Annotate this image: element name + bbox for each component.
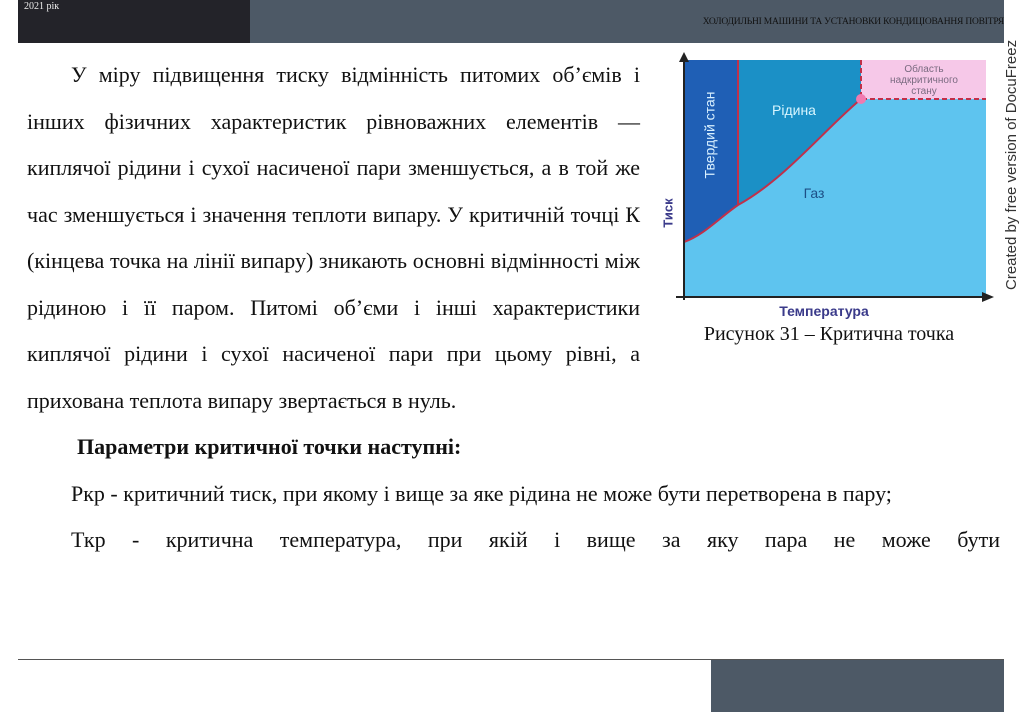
phase-diagram xyxy=(654,50,1004,320)
paragraph-3: Ткр - критична температура, при якій і вище за яку пара не може бути xyxy=(71,527,1000,552)
supercritical-label-3: стану xyxy=(911,86,937,97)
page-content xyxy=(27,52,1000,564)
gas-label: Газ xyxy=(803,185,825,201)
paragraph-1: У міру підвищення тиску відмінність питомих об’ємів і інших фізичних характеристик рівноважних елементів — киплячої рідини і сухої насиченої пари зменшується, а в той же час зменшується і значення теплоти випару. У критичній точці К (кінцева точка на лінії випару) зникають основні відмінності між рідиною і її паром. Питомі об’єми і інші характеристики киплячої рідини і сухої насиченої пари при цьому рівні, а прихована теплота випару звертається в нуль. xyxy=(27,62,640,413)
y-axis-label: Тиск xyxy=(660,198,676,228)
figure-caption: Рисунок 31 – Критична точка xyxy=(703,323,955,345)
x-axis-arrow-icon xyxy=(982,292,994,302)
y-axis-arrow-icon xyxy=(679,52,689,62)
solid-label: Твердий стан xyxy=(701,91,718,179)
critical-point xyxy=(856,94,866,104)
x-axis-label: Температура xyxy=(779,303,869,319)
section-heading: Параметри критичної точки наступні: xyxy=(77,434,462,459)
header-year: 2021 рік xyxy=(24,1,60,12)
liquid-label: Рідина xyxy=(772,102,816,118)
paragraph-2: Ркр - критичний тиск, при якому і вище за яке рідина не може бути перетворена в пару; xyxy=(71,480,892,506)
header-title: ХОЛОДИЛЬНІ МАШИНИ ТА УСТАНОВКИ КОНДИЦІОВАННЯ ПОВІТРЯ xyxy=(702,17,1004,27)
supercritical-label-1: Область xyxy=(904,64,944,75)
figure-critical-point xyxy=(654,50,1004,362)
supercritical-label-2: надкритичного xyxy=(890,75,958,86)
watermark: Created by free version of DocuFreez xyxy=(1003,39,1020,290)
footer-block xyxy=(711,660,1004,712)
